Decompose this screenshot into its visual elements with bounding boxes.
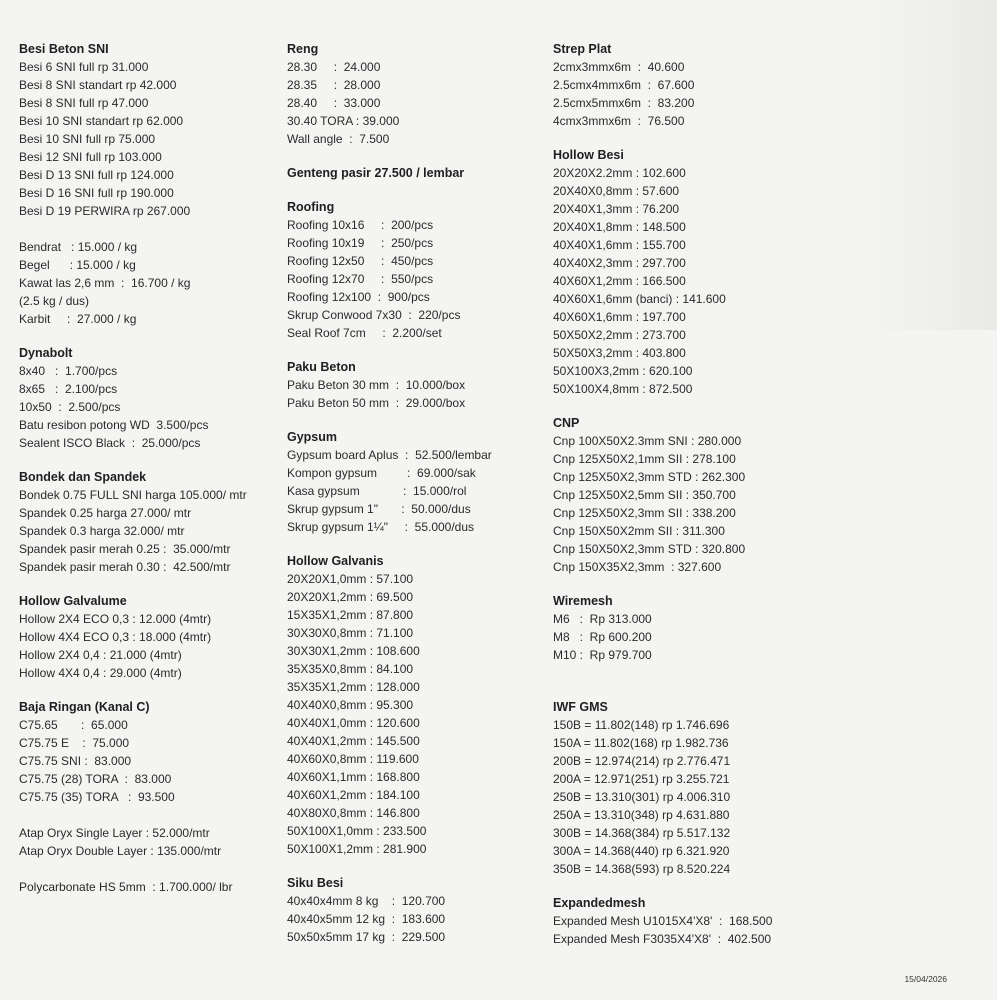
price-line: Skrup gypsum 1" : 50.000/dus bbox=[287, 502, 471, 516]
price-line: 20X40X1,8mm : 148.500 bbox=[553, 220, 686, 234]
price-line: Besi 10 SNI full rp 75.000 bbox=[19, 132, 156, 146]
price-line: 2cmx3mmx6m : 40.600 bbox=[553, 60, 685, 74]
price-line: 20X20X1,2mm : 69.500 bbox=[287, 590, 414, 604]
price-line: Kasa gypsum : 15.000/rol bbox=[287, 484, 467, 498]
price-section bbox=[553, 894, 838, 948]
price-section bbox=[553, 592, 838, 682]
section-title: Expandedmesh bbox=[553, 896, 646, 910]
price-line: 15X35X1,2mm : 87.800 bbox=[287, 608, 414, 622]
price-line: 30X30X0,8mm : 71.100 bbox=[287, 626, 414, 640]
price-section bbox=[287, 874, 552, 946]
price-line: 2.5cmx4mmx6m : 67.600 bbox=[553, 78, 695, 92]
price-line: 8x40 : 1.700/pcs bbox=[19, 364, 118, 378]
price-line: Roofing 12x70 : 550/pcs bbox=[287, 272, 434, 286]
price-line: Skrup Conwood 7x30 : 220/pcs bbox=[287, 308, 461, 322]
section-title: Dynabolt bbox=[19, 346, 73, 360]
section-title: Bondek dan Spandek bbox=[19, 470, 147, 484]
price-line: 300B = 14.368(384) rp 5.517.132 bbox=[553, 826, 731, 840]
price-line: Besi D 13 SNI full rp 124.000 bbox=[19, 168, 174, 182]
price-line: Besi 8 SNI full rp 47.000 bbox=[19, 96, 149, 110]
column-left bbox=[19, 40, 281, 912]
section-title: Besi Beton SNI bbox=[19, 42, 109, 56]
price-line: 20X40X0,8mm : 57.600 bbox=[553, 184, 680, 198]
blank-line bbox=[19, 860, 281, 878]
price-line: 50x50x5mm 17 kg : 229.500 bbox=[287, 930, 446, 944]
document-date: 15/04/2026 bbox=[904, 974, 947, 984]
price-line: 150B = 11.802(148) rp 1.746.696 bbox=[553, 718, 730, 732]
price-line: 250B = 13.310(301) rp 4.006.310 bbox=[553, 790, 731, 804]
price-line: Kompon gypsum : 69.000/sak bbox=[287, 466, 476, 480]
section-title: Wiremesh bbox=[553, 594, 613, 608]
section-title: Siku Besi bbox=[287, 876, 344, 890]
price-line: Spandek 0.3 harga 32.000/ mtr bbox=[19, 524, 185, 538]
price-line: 50X100X1,0mm : 233.500 bbox=[287, 824, 427, 838]
price-line: 30X30X1,2mm : 108.600 bbox=[287, 644, 420, 658]
price-line: 28.30 : 24.000 bbox=[287, 60, 381, 74]
price-section bbox=[553, 146, 838, 398]
price-line: Spandek 0.25 harga 27.000/ mtr bbox=[19, 506, 192, 520]
price-line: C75.75 E : 75.000 bbox=[19, 736, 130, 750]
price-line: 20X40X1,3mm : 76.200 bbox=[553, 202, 680, 216]
price-line: Begel : 15.000 / kg bbox=[19, 258, 136, 272]
price-line: Besi 8 SNI standart rp 42.000 bbox=[19, 78, 177, 92]
price-line: Besi 12 SNI full rp 103.000 bbox=[19, 150, 162, 164]
price-line: Sealent ISCO Black : 25.000/pcs bbox=[19, 436, 201, 450]
price-line: 40X60X1,2mm : 166.500 bbox=[553, 274, 686, 288]
column-right bbox=[553, 40, 838, 964]
price-line: Besi 10 SNI standart rp 62.000 bbox=[19, 114, 184, 128]
price-line: Batu resibon potong WD 3.500/pcs bbox=[19, 418, 209, 432]
price-line: 8x65 : 2.100/pcs bbox=[19, 382, 118, 396]
price-line: 20X20X2.2mm : 102.600 bbox=[553, 166, 686, 180]
price-line: 150A = 11.802(168) rp 1.982.736 bbox=[553, 736, 729, 750]
price-line: Cnp 125X50X2,3mm SII : 338.200 bbox=[553, 506, 736, 520]
price-section bbox=[287, 358, 552, 412]
price-line: Cnp 150X50X2,3mm STD : 320.800 bbox=[553, 542, 746, 556]
section-title: Reng bbox=[287, 42, 319, 56]
price-line: Atap Oryx Single Layer : 52.000/mtr bbox=[19, 826, 210, 840]
price-line: Cnp 150X50X2mm SII : 311.300 bbox=[553, 524, 725, 538]
price-section bbox=[553, 414, 838, 576]
price-line: C75.75 (28) TORA : 83.000 bbox=[19, 772, 172, 786]
price-line: Polycarbonate HS 5mm : 1.700.000/ lbr bbox=[19, 880, 233, 894]
price-line: Roofing 10x19 : 250/pcs bbox=[287, 236, 434, 250]
price-line: Cnp 100X50X2.3mm SNI : 280.000 bbox=[553, 434, 742, 448]
price-line: Skrup gypsum 1¼" : 55.000/dus bbox=[287, 520, 475, 534]
price-line: Hollow 2X4 0,4 : 21.000 (4mtr) bbox=[19, 648, 182, 662]
price-line: Seal Roof 7cm : 2.200/set bbox=[287, 326, 442, 340]
blank-line bbox=[19, 806, 281, 824]
price-section bbox=[287, 164, 552, 182]
price-line: M10 : Rp 979.700 bbox=[553, 648, 652, 662]
blank-line bbox=[19, 220, 281, 238]
blank-line bbox=[553, 664, 838, 682]
price-section bbox=[19, 698, 281, 896]
price-line: 20X20X1,0mm : 57.100 bbox=[287, 572, 414, 586]
price-line: Gypsum board Aplus : 52.500/lembar bbox=[287, 448, 492, 462]
price-line: Wall angle : 7.500 bbox=[287, 132, 390, 146]
price-line: 28.35 : 28.000 bbox=[287, 78, 381, 92]
price-line: 200B = 12.974(214) rp 2.776.471 bbox=[553, 754, 731, 768]
section-title: IWF GMS bbox=[553, 700, 608, 714]
price-line: M6 : Rp 313.000 bbox=[553, 612, 652, 626]
section-title: Roofing bbox=[287, 200, 335, 214]
price-section bbox=[287, 552, 552, 858]
price-line: Expanded Mesh U1015X4'X8' : 168.500 bbox=[553, 914, 773, 928]
price-line: Roofing 10x16 : 200/pcs bbox=[287, 218, 434, 232]
section-title: Hollow Besi bbox=[553, 148, 624, 162]
price-line: C75.75 (35) TORA : 93.500 bbox=[19, 790, 175, 804]
price-section bbox=[287, 428, 552, 536]
price-line: 10x50 : 2.500/pcs bbox=[19, 400, 121, 414]
price-line: 40X60X0,8mm : 119.600 bbox=[287, 752, 419, 766]
section-title: Paku Beton bbox=[287, 360, 356, 374]
price-line: 28.40 : 33.000 bbox=[287, 96, 381, 110]
price-line: Kawat las 2,6 mm : 16.700 / kg bbox=[19, 276, 191, 290]
price-section bbox=[287, 40, 552, 148]
section-title: Genteng pasir 27.500 / lembar bbox=[287, 166, 465, 180]
price-line: Spandek pasir merah 0.25 : 35.000/mtr bbox=[19, 542, 231, 556]
price-line: 40X40X1,0mm : 120.600 bbox=[287, 716, 420, 730]
price-line: Besi D 19 PERWIRA rp 267.000 bbox=[19, 204, 191, 218]
price-line: 4cmx3mmx6m : 76.500 bbox=[553, 114, 685, 128]
price-line: (2.5 kg / dus) bbox=[19, 294, 90, 308]
price-line: 40X40X0,8mm : 95.300 bbox=[287, 698, 414, 712]
price-line: Besi 6 SNI full rp 31.000 bbox=[19, 60, 149, 74]
price-section bbox=[19, 40, 281, 328]
price-line: Bondek 0.75 FULL SNI harga 105.000/ mtr bbox=[19, 488, 247, 502]
scan-shadow bbox=[867, 0, 997, 330]
price-line: 50X100X4,8mm : 872.500 bbox=[553, 382, 693, 396]
price-line: 40x40x5mm 12 kg : 183.600 bbox=[287, 912, 446, 926]
price-line: 40X60X1,2mm : 184.100 bbox=[287, 788, 420, 802]
price-line: Hollow 4X4 0,4 : 29.000 (4mtr) bbox=[19, 666, 182, 680]
price-line: 300A = 14.368(440) rp 6.321.920 bbox=[553, 844, 730, 858]
price-line: 35X35X1,2mm : 128.000 bbox=[287, 680, 420, 694]
price-line: Hollow 4X4 ECO 0,3 : 18.000 (4mtr) bbox=[19, 630, 212, 644]
price-section bbox=[287, 198, 552, 342]
price-line: Spandek pasir merah 0.30 : 42.500/mtr bbox=[19, 560, 231, 574]
section-title: Hollow Galvalume bbox=[19, 594, 127, 608]
section-title: Hollow Galvanis bbox=[287, 554, 384, 568]
section-title: Baja Ringan (Kanal C) bbox=[19, 700, 150, 714]
price-line: 40X60X1,1mm : 168.800 bbox=[287, 770, 420, 784]
price-line: 40X60X1,6mm : 197.700 bbox=[553, 310, 686, 324]
price-line: 40X40X1,2mm : 145.500 bbox=[287, 734, 420, 748]
price-section bbox=[19, 344, 281, 452]
price-line: C75.75 SNI : 83.000 bbox=[19, 754, 132, 768]
price-line: 30.40 TORA : 39.000 bbox=[287, 114, 400, 128]
price-line: 50X100X1,2mm : 281.900 bbox=[287, 842, 427, 856]
price-line: 200A = 12.971(251) rp 3.255.721 bbox=[553, 772, 730, 786]
price-line: 50X100X3,2mm : 620.100 bbox=[553, 364, 693, 378]
price-line: Paku Beton 30 mm : 10.000/box bbox=[287, 378, 466, 392]
price-section bbox=[19, 468, 281, 576]
price-line: Cnp 125X50X2,1mm SII : 278.100 bbox=[553, 452, 736, 466]
price-line: Cnp 125X50X2,5mm SII : 350.700 bbox=[553, 488, 736, 502]
price-line: Roofing 12x50 : 450/pcs bbox=[287, 254, 434, 268]
price-line: Expanded Mesh F3035X4'X8' : 402.500 bbox=[553, 932, 772, 946]
price-line: 35X35X0,8mm : 84.100 bbox=[287, 662, 414, 676]
price-section bbox=[19, 592, 281, 682]
price-section bbox=[553, 40, 838, 130]
price-line: 40X40X1,6mm : 155.700 bbox=[553, 238, 686, 252]
price-line: 40x40x4mm 8 kg : 120.700 bbox=[287, 894, 446, 908]
price-line: Cnp 150X35X2,3mm : 327.600 bbox=[553, 560, 722, 574]
price-line: Besi D 16 SNI full rp 190.000 bbox=[19, 186, 174, 200]
price-line: Atap Oryx Double Layer : 135.000/mtr bbox=[19, 844, 222, 858]
price-line: 50X50X2,2mm : 273.700 bbox=[553, 328, 686, 342]
price-line: Paku Beton 50 mm : 29.000/box bbox=[287, 396, 466, 410]
price-line: 40X40X2,3mm : 297.700 bbox=[553, 256, 686, 270]
column-middle bbox=[287, 40, 552, 962]
price-line: M8 : Rp 600.200 bbox=[553, 630, 652, 644]
section-title: Strep Plat bbox=[553, 42, 612, 56]
section-title: CNP bbox=[553, 416, 580, 430]
section-title: Gypsum bbox=[287, 430, 338, 444]
price-line: Roofing 12x100 : 900/pcs bbox=[287, 290, 430, 304]
price-line: 2.5cmx5mmx6m : 83.200 bbox=[553, 96, 695, 110]
price-line: Karbit : 27.000 / kg bbox=[19, 312, 137, 326]
price-line: 250A = 13.310(348) rp 4.631.880 bbox=[553, 808, 730, 822]
price-line: C75.65 : 65.000 bbox=[19, 718, 128, 732]
price-line: 50X50X3,2mm : 403.800 bbox=[553, 346, 686, 360]
price-line: Bendrat : 15.000 / kg bbox=[19, 240, 138, 254]
price-line: 40X60X1,6mm (banci) : 141.600 bbox=[553, 292, 726, 306]
price-line: 350B = 14.368(593) rp 8.520.224 bbox=[553, 862, 731, 876]
price-section bbox=[553, 698, 838, 878]
price-line: Hollow 2X4 ECO 0,3 : 12.000 (4mtr) bbox=[19, 612, 212, 626]
price-line: 40X80X0,8mm : 146.800 bbox=[287, 806, 420, 820]
price-line: Cnp 125X50X2,3mm STD : 262.300 bbox=[553, 470, 746, 484]
